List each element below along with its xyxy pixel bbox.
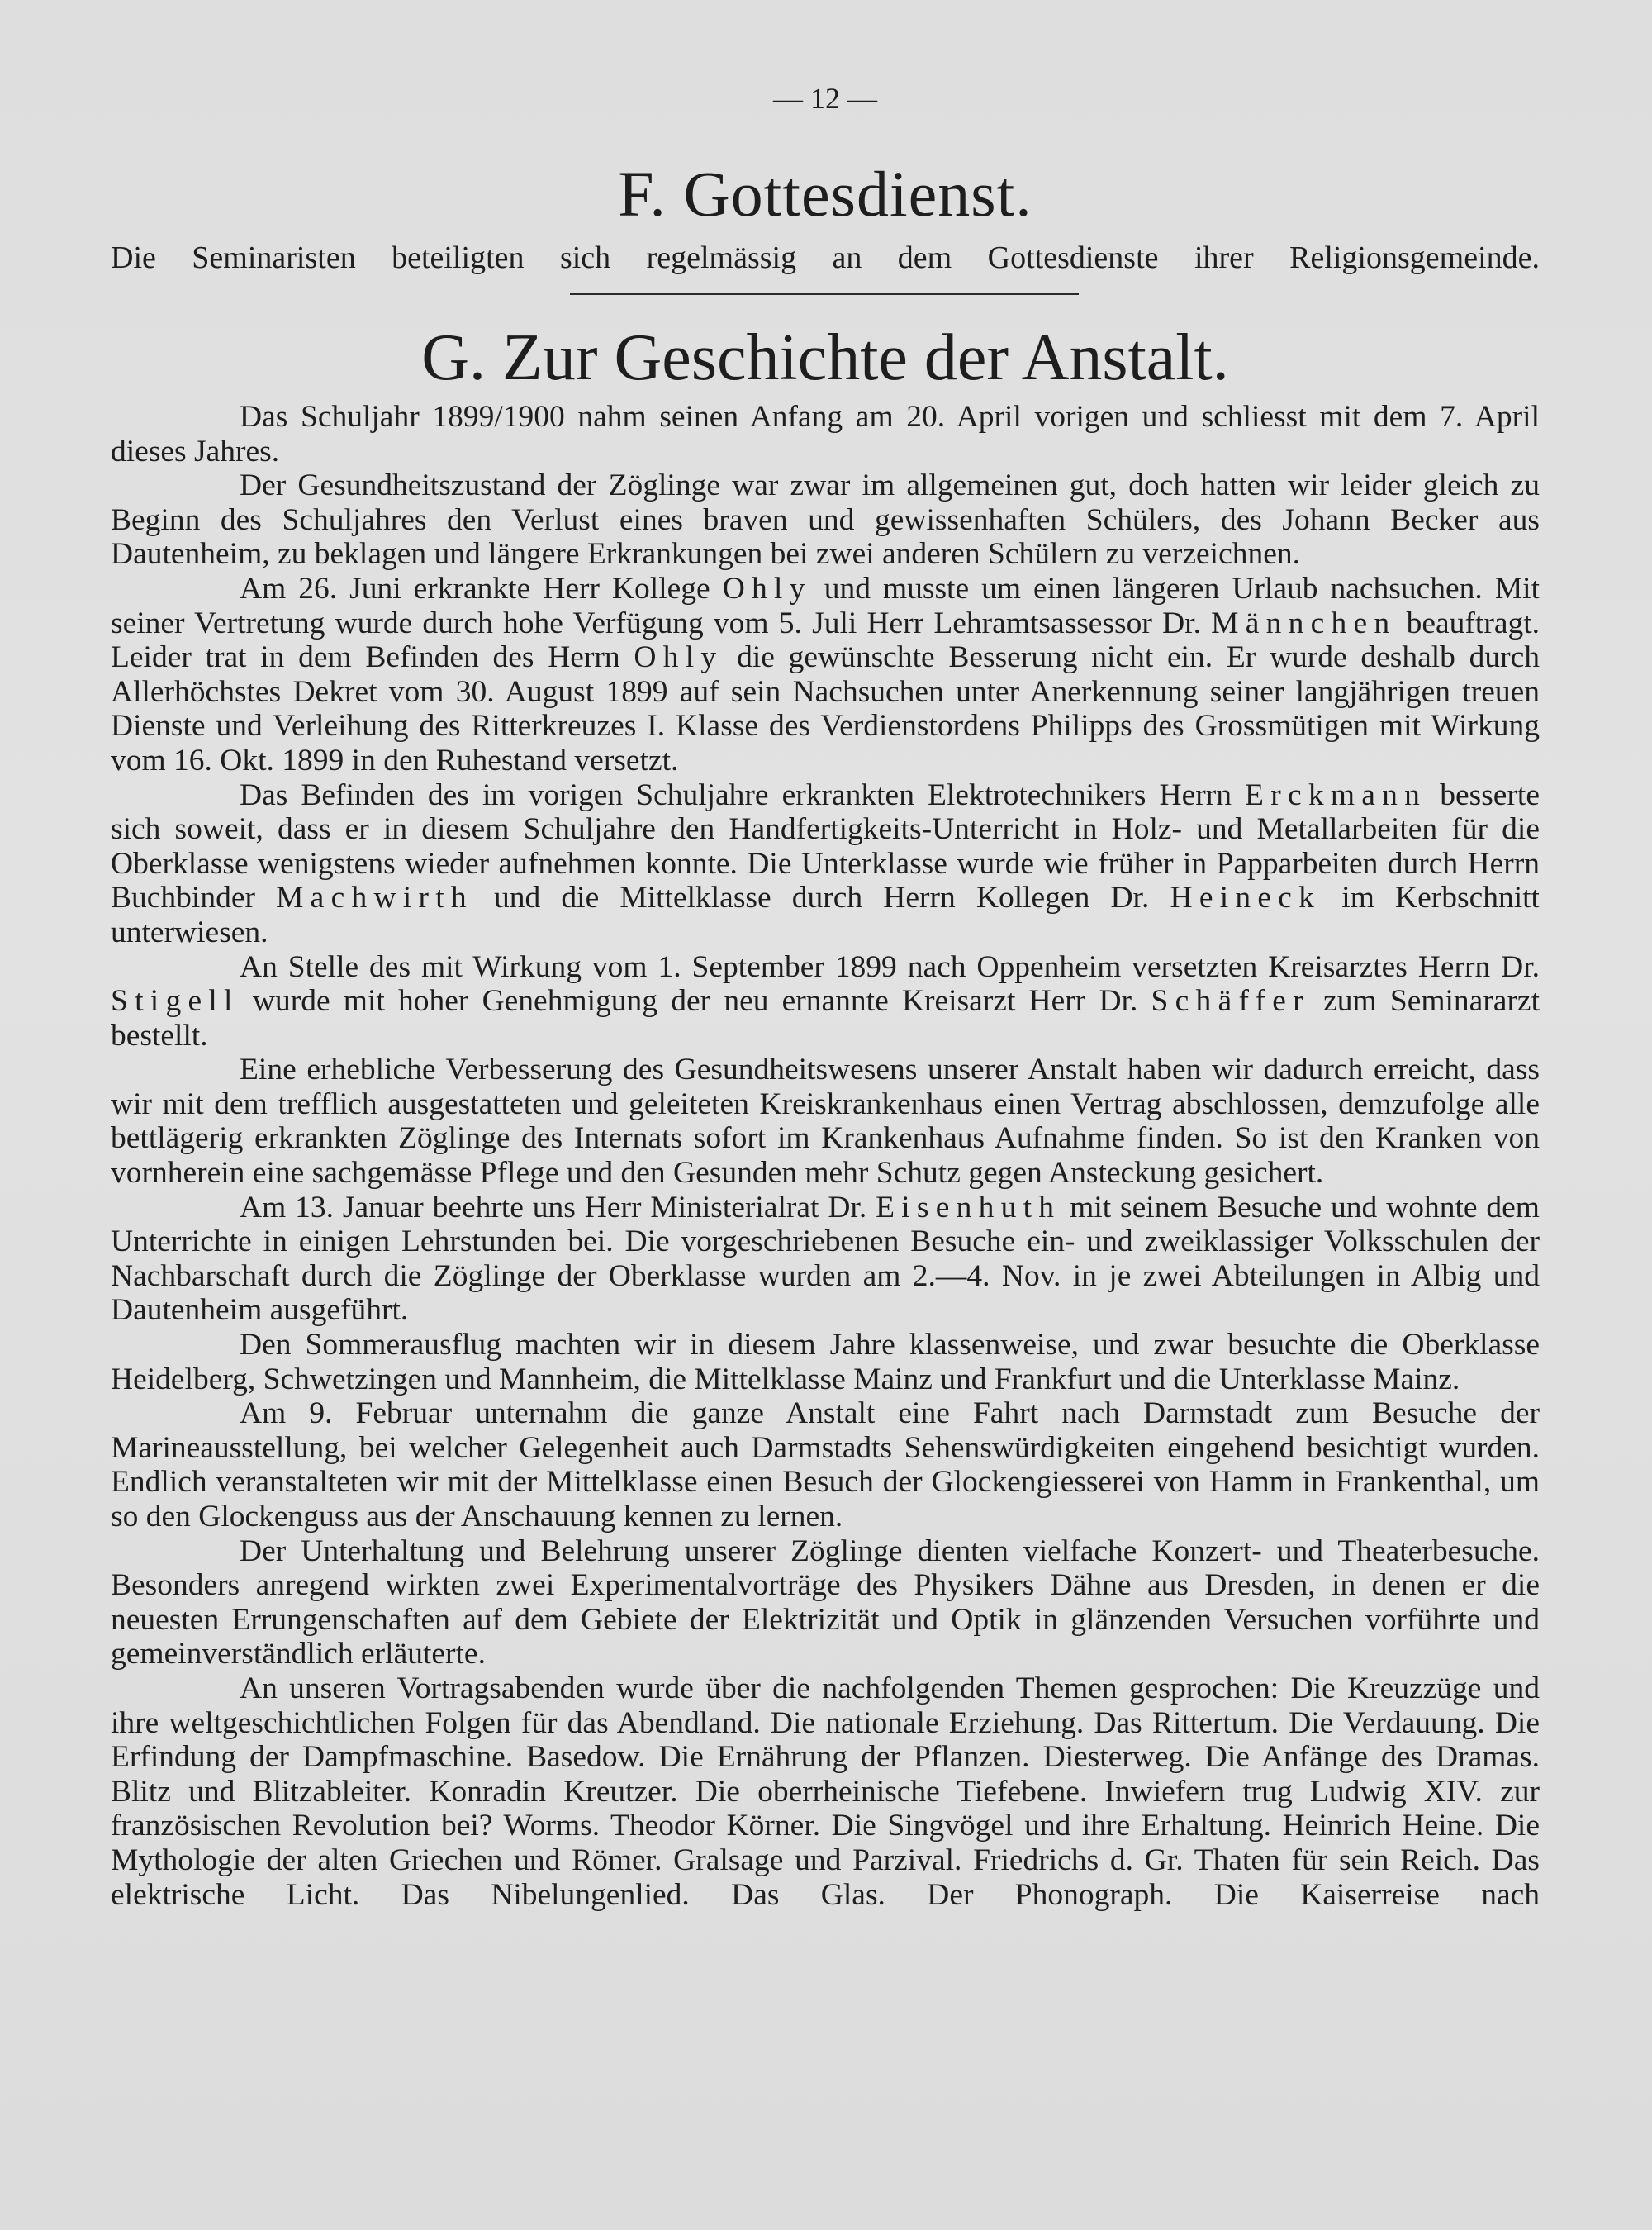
spaced-name: Machwirth: [276, 881, 473, 915]
paragraph-text: die gewünschte Besserung nicht ein. Er wurde deshalb durch Allerhöchstes Dekret vom 30. August 1899 auf sein Nachsuchen unter Anerkennung seiner langjährigen treuen Dienste und Verleihung des Ritterkreuzes I. Klasse des Verdienstordens Philipps des Grossmütigen mit Wirkung vom 16. Okt. 1899 in den Ruhestand versetzt.: [111, 640, 1540, 777]
paragraph-text: und musste um einen längeren Urlaub nachsuchen. Mit seiner Vertretung wurde durch hohe Verfügung vom 5. Juli Herr Lehramtsassessor Dr.: [111, 571, 1540, 640]
paragraph: [111, 1671, 1540, 1912]
paragraph: [111, 950, 1540, 1053]
spaced-name: Schäffer: [1151, 984, 1310, 1019]
section-f-heading: F. Gottesdienst.: [618, 158, 1032, 230]
paragraph-text: Den Sommerausflug machten wir in diesem Jahre klassenweise, und zwar besuchte die Oberklasse Heidelberg, Schwetzingen und Mannheim, die Mittelklasse Mainz und Frankfurt und die Unterklasse Mainz.: [111, 1328, 1540, 1396]
spaced-name: Erckmann: [1245, 777, 1427, 812]
paragraph-text: Der Gesundheitszustand der Zöglinge war zwar im allgemeinen gut, doch hatten wir leider gleich zu Beginn des Schuljahres den Verlust eines braven und gewissenhaften Schülers, des Johann Becker aus Dautenheim, zu beklagen und längere Erkrankungen bei zwei anderen Schülern zu verzeichnen.: [111, 468, 1540, 572]
spaced-name: Heineck: [1170, 881, 1322, 915]
paragraph-text: mit seinem Besuche und wohnte dem Unterrichte in einigen Lehrstunden bei. Die vorgeschriebenen Besuche ein- und zweiklassiger Volksschulen der Nachbarschaft durch die Zöglinge der Oberklasse wurden am 2.—4. Nov. in je zwei Abteilungen in Albig und Dautenheim ausgeführt.: [111, 1190, 1540, 1328]
paragraph-text: Am 26. Juni erkrankte Herr Kollege: [240, 571, 723, 606]
paragraph-text: An Stelle des mit Wirkung vom 1. September 1899 nach Oppenheim versetzten Kreisarztes Herrn Dr.: [240, 949, 1540, 984]
spaced-name: Ohly: [634, 640, 724, 675]
paragraph: [111, 468, 1540, 572]
paragraph-text: im Kerbschnitt unterwiesen.: [111, 881, 1540, 949]
paragraph: [111, 1053, 1540, 1190]
paragraph-text: Eine erhebliche Verbesserung des Gesundheitswesens unserer Anstalt haben wir dadurch erreicht, dass wir mit dem trefflich ausgestatteten und geleiteten Kreiskrankenhaus einen Vertrag abschlossen, demzufolge alle bettlägerig erkrankten Zöglinge des Internats sofort im Krankenhaus Aufnahme finden. So ist den Kranken von vornherein eine sachgemässe Pflege und den Gesunden mehr Schutz gegen Ansteckung gesichert.: [111, 1053, 1540, 1191]
paragraph-text: beauftragt. Leider trat in dem Befinden des Herrn: [111, 606, 1540, 675]
spaced-name: Eisenhuth: [876, 1190, 1061, 1224]
paragraph-text: Der Unterhaltung und Belehrung unserer Zöglinge dienten vielfache Konzert- und Theaterbesuche. Besonders anregend wirkten zwei Experimentalvorträge des Physikers Dähne aus Dresden, in denen er die neuesten Errungenschaften auf dem Gebiete der Elektrizität und Optik in glänzenden Versuchen vorführte und gemeinverständlich erläuterte.: [111, 1533, 1540, 1671]
spaced-name: Stigell: [111, 984, 240, 1019]
paragraph-text: zum Seminararzt bestellt.: [111, 984, 1540, 1053]
spaced-name: Männchen: [1211, 606, 1397, 640]
paragraph-text: Am 9. Februar unternahm die ganze Anstalt eine Fahrt nach Darmstadt zum Besuche der Marineausstellung, bei welcher Gelegenheit auch Darmstadts Sehenswürdigkeiten eingehend besichtigt wurden. Endlich veranstalteten wir mit der Mittelklasse einen Besuch der Glockengiesserei von Hamm in Frankenthal, um so den Glockenguss aus der Anschauung kennen zu lernen.: [111, 1396, 1540, 1533]
paragraph: [111, 1328, 1540, 1396]
paragraph-text: Das Befinden des im vorigen Schuljahre erkrankten Elektrotechnikers Herrn: [240, 777, 1246, 812]
paragraph: [111, 1534, 1540, 1671]
paragraph: [111, 778, 1540, 950]
section-g-heading: G. Zur Geschichte der Anstalt.: [421, 321, 1229, 394]
paragraph: [111, 572, 1540, 778]
paragraph-text: Am 13. Januar beehrte uns Herr Ministerialrat Dr.: [240, 1190, 876, 1224]
section-f-text: Die Seminaristen beteiligten sich regelmässig an dem Gottesdienste ihrer Religionsgemeinde.: [111, 240, 1540, 275]
paragraph-text: und die Mittelklasse durch Herrn Kollegen Dr.: [472, 881, 1170, 915]
page-number: — 12 —: [773, 82, 877, 115]
paragraph-text: An unseren Vortragsabenden wurde über die nachfolgenden Themen gesprochen: Die Kreuzzüge und ihre weltgeschichtlichen Folgen für das Abendland. Die nationale Erziehung. Das Rittertum. Die Verdauung. Die Erfindung der Dampfmaschine. Basedow. Die Ernährung der Pflanzen. Diesterweg. Die Anfänge des Dramas. Blitz und Blitzableiter. Konradin Kreutzer. Die oberrheinische Tiefebene. Inwiefern trug Ludwig XIV. zur französischen Revolution bei? Worms. Theodor Körner. Die Singvögel und ihre Erhaltung. Heinrich Heine. Die Mythologie der alten Griechen und Römer. Gralsage und Parzival. Friedrichs d. Gr. Thaten für sein Reich. Das elektrische Licht. Das Nibelungenlied. Das Glas. Der Phonograph. Die Kaiserreise nach: [111, 1671, 1540, 1912]
spaced-name: Ohly: [722, 571, 812, 606]
paragraph-text: wurde mit hoher Genehmigung der neu ernannte Kreisarzt Herr Dr.: [239, 984, 1151, 1019]
section-g-body: [111, 400, 1540, 1912]
paragraph: [111, 1396, 1540, 1533]
section-divider: [570, 293, 1079, 295]
paragraph: [111, 400, 1540, 468]
paragraph: [111, 1191, 1540, 1328]
paragraph-text: Das Schuljahr 1899/1900 nahm seinen Anfang am 20. April vorigen und schliesst mit dem 7. April dieses Jahres.: [111, 400, 1540, 468]
paragraph-text: besserte sich soweit, dass er in diesem Schuljahre den Handfertigkeits-Unterricht in Holz- und Metallarbeiten für die Oberklasse wenigstens wieder aufnehmen konnte. Die Unterklasse wurde wie früher in Papparbeiten durch Herrn Buchbinder: [111, 777, 1540, 915]
